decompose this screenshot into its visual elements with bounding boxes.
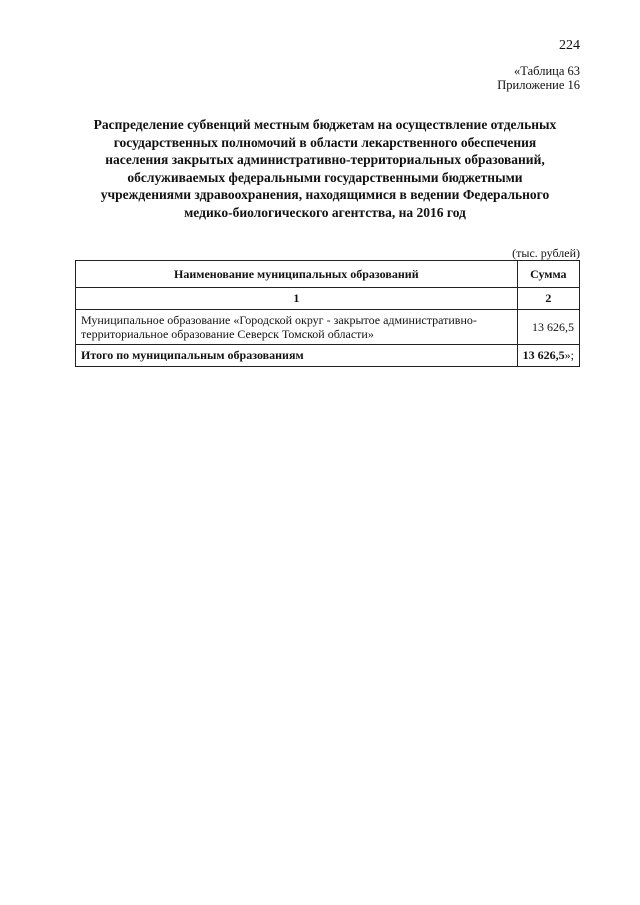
subvention-table bbox=[75, 260, 580, 367]
column-number-2: 2 bbox=[517, 288, 579, 310]
header-sum-cell: Сумма bbox=[517, 261, 579, 288]
page-number: 224 bbox=[559, 38, 580, 53]
municipality-name-cell: Муниципальное образование «Городской округ - закрытое административно-территориальное образование Северск Томской области» bbox=[76, 310, 518, 345]
total-name-cell: Итого по муниципальным образованиям bbox=[76, 345, 518, 367]
header-name-cell: Наименование муниципальных образований bbox=[76, 261, 518, 288]
table-row bbox=[76, 310, 580, 345]
units-note: (тыс. рублей) bbox=[512, 246, 580, 260]
total-row bbox=[76, 345, 580, 367]
column-number-row bbox=[76, 288, 580, 310]
total-sum-value: 13 626,5 bbox=[522, 348, 565, 362]
closing-quote-suffix: »; bbox=[564, 348, 574, 362]
title-line-6: медико-биологического агентства, на 2016 год bbox=[184, 204, 466, 220]
column-number-1: 1 bbox=[76, 288, 518, 310]
table-label: «Таблица 63 bbox=[514, 64, 580, 78]
title-line-2: государственных полномочий в области лекарственного обеспечения bbox=[113, 134, 537, 150]
title-line-3: населения закрытых административно-территориальных образований, bbox=[105, 152, 545, 167]
document-title bbox=[80, 116, 570, 221]
appendix-label: Приложение 16 bbox=[497, 78, 580, 92]
title-line-5: учреждениями здравоохранения, находящимися в ведении Федерального bbox=[100, 187, 550, 202]
title-line-1: Распределение субвенций местным бюджетам на осуществление отдельных bbox=[93, 117, 557, 132]
title-line-4: обслуживаемых федеральными государственными бюджетными bbox=[127, 169, 523, 185]
table-annex-label bbox=[497, 64, 580, 92]
total-sum-cell bbox=[517, 345, 579, 367]
table-header-row bbox=[76, 261, 580, 288]
municipality-sum-cell: 13 626,5 bbox=[517, 310, 579, 345]
